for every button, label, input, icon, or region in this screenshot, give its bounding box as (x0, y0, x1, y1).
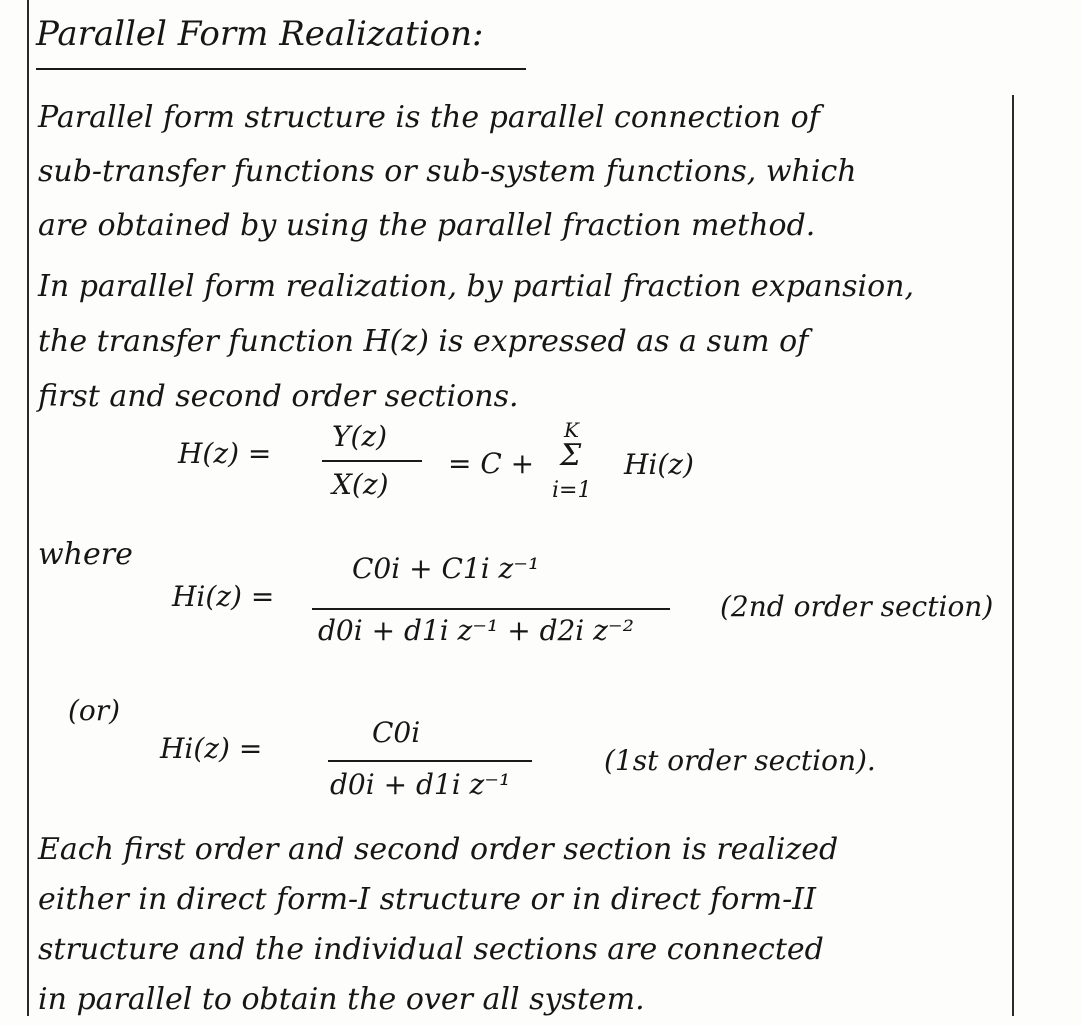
paragraph-line: first and second order sections. (38, 379, 519, 414)
paragraph-line: are obtained by using the parallel fraction method. (38, 208, 816, 243)
where-text: where (38, 537, 133, 572)
first-order-lhs: Hi(z) = (160, 732, 263, 765)
second-order-note: (2nd order section) (720, 590, 994, 623)
second-order-denominator: d0i + d1i z⁻¹ + d2i z⁻² (318, 614, 634, 647)
paragraph-line: in parallel to obtain the over all system. (38, 982, 645, 1017)
paragraph-sections (38, 826, 1018, 1026)
heading-underline (36, 68, 526, 70)
paragraph-line: sub-transfer functions or sub-system functions, which (38, 154, 857, 189)
first-order-numerator: C0i (372, 716, 421, 749)
first-order-fraction-bar (328, 760, 532, 762)
paragraph-line: structure and the individual sections are connected (38, 932, 824, 967)
sum-term: Hi(z) (624, 448, 694, 481)
second-order-numerator: C0i + C1i z⁻¹ (352, 552, 540, 585)
paragraph-line: In parallel form realization, by partial fraction expansion, (38, 269, 915, 304)
sum-lower-limit: i=1 (552, 478, 592, 503)
paragraph-realization (38, 262, 1018, 427)
first-order-note: (1st order section). (604, 744, 876, 777)
sum-upper-limit: K (564, 418, 579, 442)
page-margin-line (27, 0, 29, 1016)
sum-symbol: Σ (560, 438, 582, 473)
paragraph-line: the transfer function H(z) is expressed as a sum of (38, 324, 809, 359)
paragraph-line: Parallel form structure is the parallel connection of (38, 100, 820, 135)
paragraph-line: either in direct form-I structure or in direct form-II (38, 882, 816, 917)
main-equation-numerator: Y(z) (332, 420, 388, 453)
second-order-fraction-bar (312, 608, 670, 610)
main-equation-lhs: H(z) = (178, 437, 272, 470)
second-order-lhs: Hi(z) = (172, 580, 275, 613)
main-equation-rhs: = C + (448, 447, 535, 480)
first-order-denominator: d0i + d1i z⁻¹ (330, 768, 511, 801)
paragraph-line: Each first order and second order section is realized (38, 832, 839, 867)
main-fraction-bar (322, 460, 422, 462)
or-label: (or) (68, 694, 121, 727)
page-heading: Parallel Form Realization: (36, 14, 484, 54)
paragraph-definition (38, 93, 1018, 255)
main-equation-denominator: X(z) (332, 468, 389, 501)
